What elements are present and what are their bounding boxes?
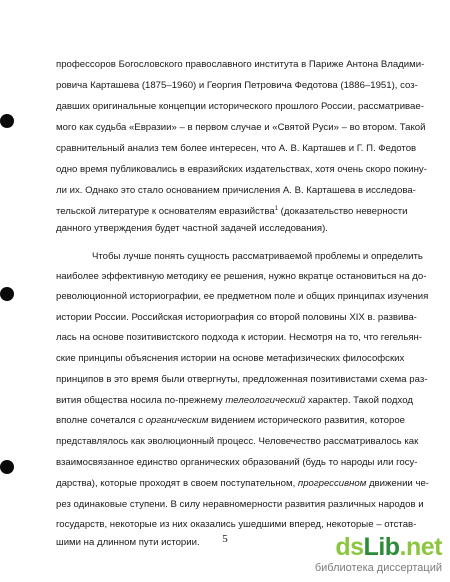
text-line: мого как судьба «Евразии» – в первом случае и «Святой Руси» – во втором. Такой [56,122,426,133]
text-line [56,205,408,219]
text-line [56,477,429,491]
text-fragment: (доказательство неверности [278,206,408,217]
emphasis-text: органическим [145,415,209,426]
text-line: ские принципы объяснения истории на основе метафизических философских [56,353,405,364]
text-line: представлялось как эволюционный процесс. Человечество рассматривалось как [56,436,419,447]
text-fragment: характер. Такой подход [305,395,413,406]
text-fragment: вития общества носила по-прежнему [56,395,223,406]
text-fragment: движении че- [366,478,429,489]
text-line: одно время публиковались в евразийских издательствах, хотя очень скоро покину- [56,164,427,175]
dslib-watermark[interactable] [292,532,442,580]
text-fragment: дарства), которые проходят в своем поступательном, [56,478,296,489]
binder-hole-2 [0,287,14,301]
text-line: рез одинаковые ступени. В силу неравномерности развития различных народов и [56,499,424,510]
text-fragment: тельской литературе к основателям евразийства [56,206,275,217]
text-fragment: вполне сочетался с [56,415,144,426]
text-line [56,414,406,428]
text-line: принципов в это время были отвергнуты, предложенная позитивистами схема раз- [56,374,428,385]
dslib-logo: dsLib.net [335,533,442,561]
dslib-tagline: библиотека диссертаций [314,562,442,574]
text-fragment: видением исторического развития, которое [208,415,406,426]
text-line: давших оригинальные концепции исторического прошлого России, рассматривае- [56,101,424,112]
text-line [56,394,413,408]
text-line: сравнительный анализ тем более интересен, что А. В. Карташев и Г. П. Федотов [56,143,417,154]
binder-hole-3 [0,460,14,474]
text-line: шими на длинном пути истории. [56,537,200,548]
text-line: наиболее эффективную методику ее решения, нужно вкратце остановиться на до- [56,271,427,282]
text-line: взаимосвязанное единство органических образований (будь то народы или госу- [56,457,418,468]
emphasis-text: прогрессивном [297,478,367,489]
text-line: ровича Карташева (1875–1960) и Георгия Петровича Федотова (1886–1951), соз- [56,80,418,91]
page-number: 5 [222,533,228,545]
text-line: данного утверждения будет частной задачей исследования). [56,223,328,234]
binder-hole-1 [0,114,14,128]
text-line: Чтобы лучше понять сущность рассматриваемой проблемы и определить [92,251,423,262]
footnote-mark: 1 [274,205,278,212]
text-line: лась на основе позитивистского подхода к истории. Несмотря на то, что гегельян- [56,332,423,343]
emphasis-text: телеологический [225,395,306,406]
text-line: ли их. Однако это стало основанием причисления А. В. Карташева в исследова- [56,185,416,196]
text-line: революционной историографии, ее предметном поле и общих принципах изучения [56,291,429,302]
text-line: истории России. Российская историография со второй половины XIX в. развива- [56,312,417,323]
text-line: государств, некоторые из них оказались ушедшими вперед, некоторые – отстав- [56,519,417,530]
text-line: профессоров Богословского православного института в Париже Антона Владими- [56,59,425,70]
